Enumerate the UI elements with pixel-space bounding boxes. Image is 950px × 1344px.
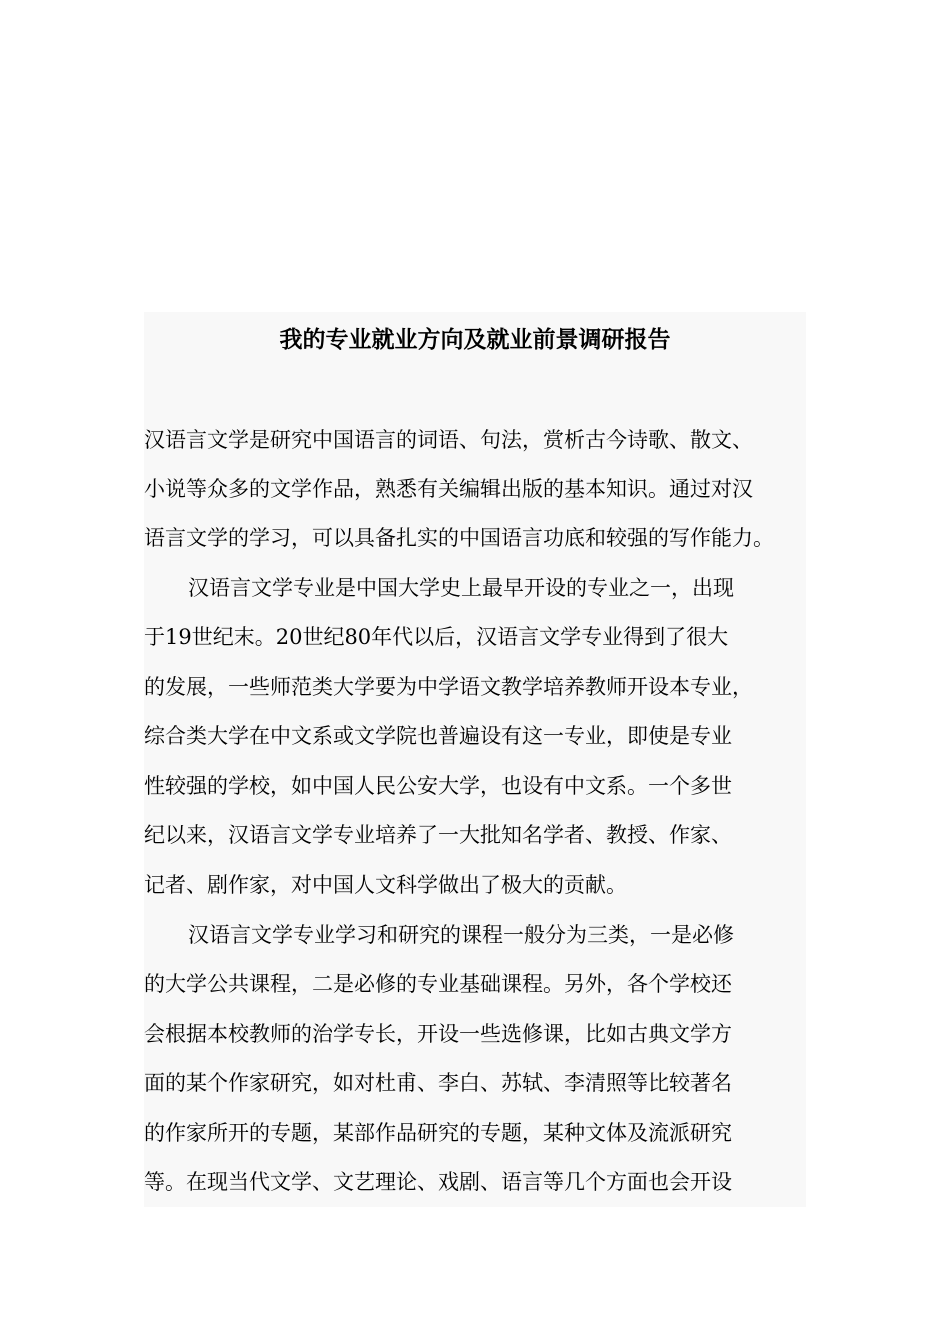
body-line: 面的某个作家研究，如对杜甫、李白、苏轼、李清照等比较著名 bbox=[144, 1071, 732, 1095]
paragraph-2-first-line: 汉语言文学专业是中国大学史上最早开设的专业之一，出现 bbox=[188, 576, 734, 600]
paragraph-3-first-line: 汉语言文学专业学习和研究的课程一般分为三类，一是必修 bbox=[188, 923, 734, 947]
body-line: 会根据本校教师的治学专长，开设一些选修课，比如古典文学方 bbox=[144, 1022, 732, 1046]
body-line: 于19世纪末。20世纪80年代以后，汉语言文学专业得到了很大 bbox=[144, 625, 729, 649]
body-line: 纪以来，汉语言文学专业培养了一大批知名学者、教授、作家、 bbox=[144, 823, 732, 847]
body-line: 小说等众多的文学作品，熟悉有关编辑出版的基本知识。通过对汉 bbox=[144, 477, 753, 501]
body-line: 性较强的学校，如中国人民公安大学，也设有中文系。一个多世 bbox=[144, 774, 732, 798]
body-line: 的发展，一些师范类大学要为中学语文教学培养教师开设本专业， bbox=[144, 675, 753, 699]
body-line: 的大学公共课程，二是必修的专业基础课程。另外，各个学校还 bbox=[144, 972, 732, 996]
body-line: 记者、剧作家，对中国人文科学做出了极大的贡献。 bbox=[144, 873, 627, 897]
body-line: 的作家所开的专题，某部作品研究的专题，某种文体及流派研究 bbox=[144, 1121, 732, 1145]
body-line: 语言文学的学习，可以具备扎实的中国语言功底和较强的写作能力。 bbox=[144, 526, 774, 550]
body-line: 汉语言文学是研究中国语言的词语、句法，赏析古今诗歌、散文、 bbox=[144, 428, 753, 452]
body-line: 综合类大学在中文系或文学院也普遍设有这一专业，即使是专业 bbox=[144, 724, 732, 748]
body-line: 等。在现当代文学、文艺理论、戏剧、语言等几个方面也会开设 bbox=[144, 1170, 732, 1194]
document-page bbox=[144, 312, 806, 1207]
document-title: 我的专业就业方向及就业前景调研报告 bbox=[279, 326, 671, 353]
